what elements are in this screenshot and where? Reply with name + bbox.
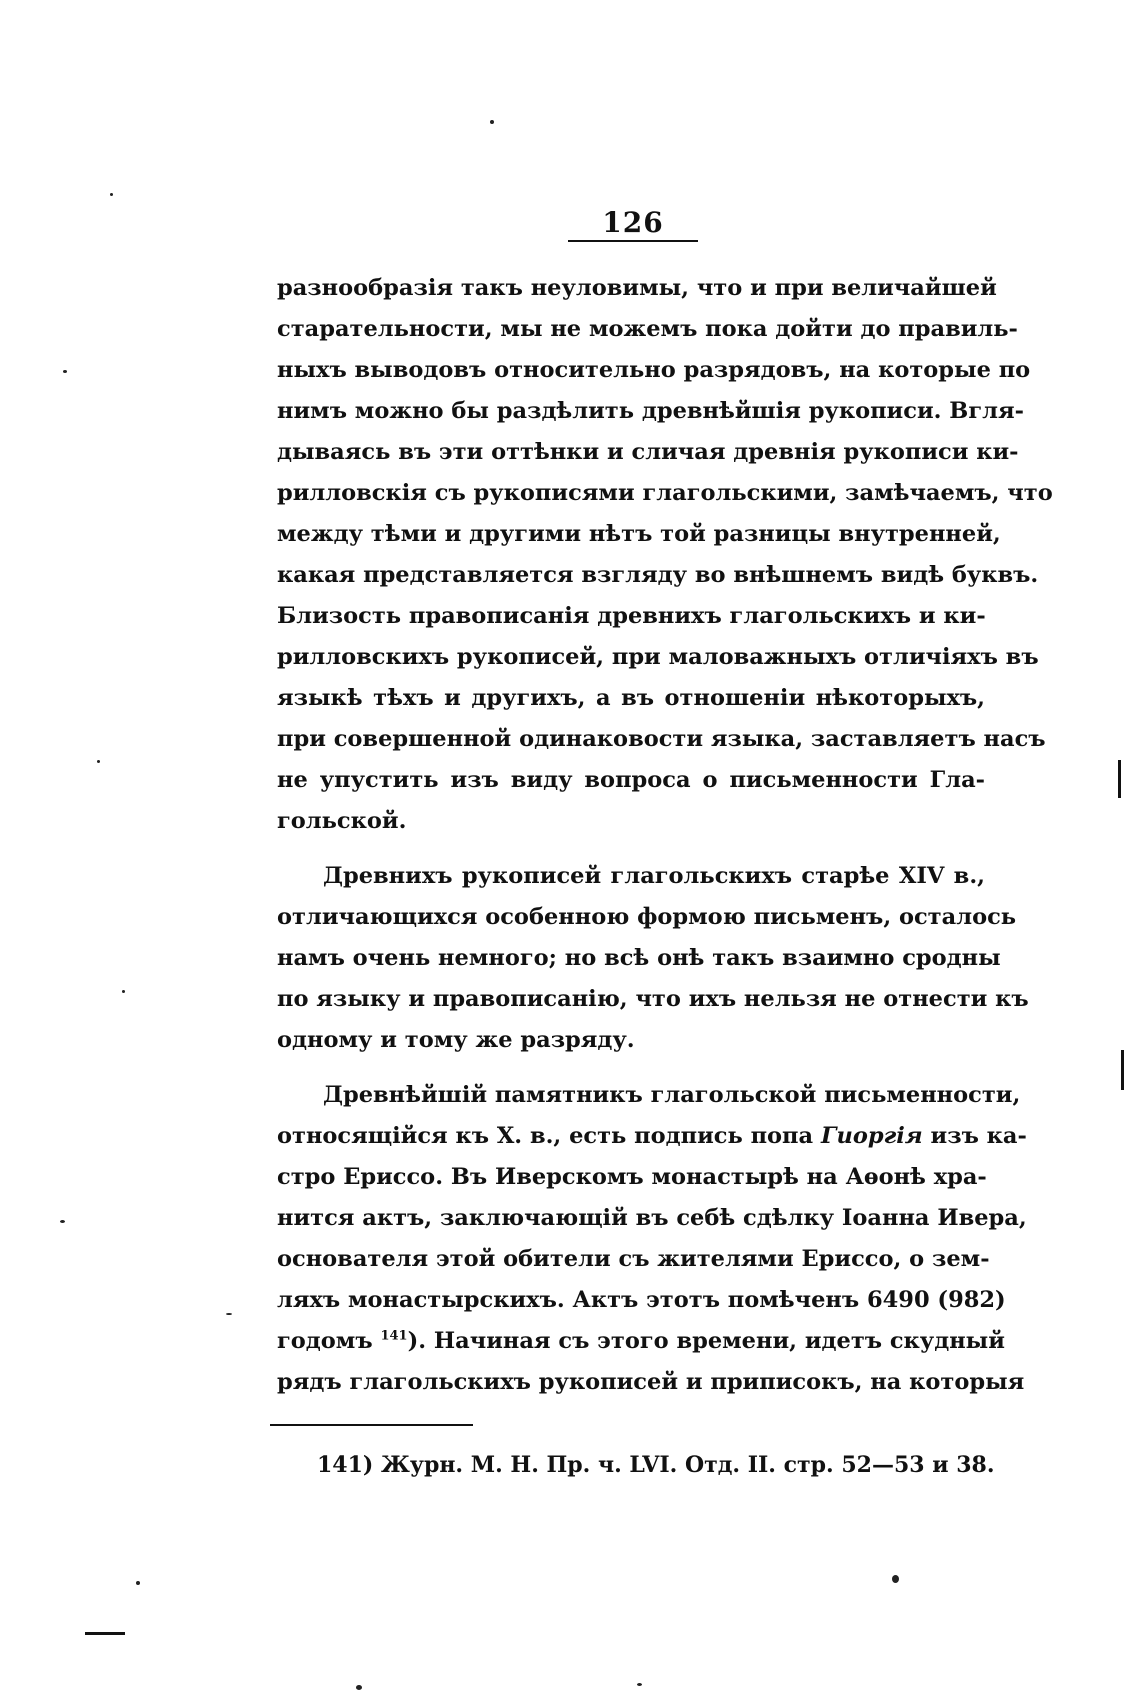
text-line: нимъ можно бы раздѣлить древнѣйшія рукописи. Вгля- [277, 398, 1024, 424]
scan-speck [892, 1575, 899, 1583]
scan-speck [356, 1685, 362, 1690]
text-line: рилловскія съ рукописями глагольскими, замѣчаемъ, что [277, 480, 1053, 506]
page-number-rule [568, 240, 698, 242]
paragraph-gap [277, 842, 985, 856]
text-line: Древнихъ рукописей глагольскихъ старѣе XIV в., [323, 863, 985, 889]
body-text [277, 268, 1053, 1403]
text-line: рядъ глагольскихъ рукописей и приписокъ, на которыя [277, 1369, 1025, 1395]
scan-edge-mark [1118, 760, 1121, 798]
scan-speck [122, 990, 125, 993]
paragraph-gap [277, 1061, 985, 1075]
scan-speck [63, 370, 67, 373]
scan-speck [136, 1581, 140, 1585]
page-number: 126 [602, 206, 664, 239]
footnote: 141) Журн. М. Н. Пр. ч. LVI. Отд. II. стр. 52—53 и 38. [317, 1452, 995, 1478]
text-line [277, 1116, 1027, 1157]
text-line: намъ очень немного; но всѣ онѣ такъ взаимно сродны [277, 945, 1001, 971]
text-segment: ). Начиная съ этого времени, идетъ скудный [407, 1328, 1005, 1354]
footnote-rule [270, 1424, 473, 1426]
text-line: основателя этой обители съ жителями Ериссо, о зем- [277, 1246, 990, 1272]
scan-speck [60, 1220, 65, 1223]
text-line: нится актъ, заключающій въ себѣ сдѣлку Іоанна Ивера, [277, 1205, 1027, 1231]
text-line: дываясь въ эти оттѣнки и сличая древнія рукописи ки- [277, 439, 1019, 465]
text-segment: изъ ка- [922, 1123, 1027, 1149]
text-line: между тѣми и другими нѣтъ той разницы внутренней, [277, 521, 1001, 547]
scan-speck [490, 120, 494, 124]
text-line [277, 1321, 1005, 1362]
scan-speck [110, 193, 113, 196]
text-line: по языку и правописанію, что ихъ нельзя не отнести къ [277, 986, 1029, 1012]
text-line: одному и тому же разряду. [277, 1027, 635, 1053]
text-line: ляхъ монастырскихъ. Актъ этотъ помѣченъ 6490 (982) [277, 1287, 1006, 1313]
text-line: отличающихся особенною формою письменъ, осталось [277, 904, 1017, 930]
text-line: стро Ериссо. Въ Иверскомъ монастырѣ на Аѳонѣ хра- [277, 1164, 987, 1190]
text-line: ныхъ выводовъ относительно разрядовъ, на которые по [277, 357, 1031, 383]
scan-speck [97, 760, 100, 763]
italic-name: Гиоргія [820, 1123, 923, 1149]
text-segment: годомъ [277, 1328, 381, 1354]
text-line: не упустить изъ виду вопроса о письменности Гла- [277, 767, 985, 793]
text-segment: относящійся къ X. в., есть подпись попа [277, 1123, 821, 1149]
text-line: Близость правописанія древнихъ глагольскихъ и ки- [277, 603, 986, 629]
scan-speck [226, 1313, 232, 1315]
text-line: Древнѣйшій памятникъ глагольской письменности, [323, 1082, 1021, 1108]
scan-edge-mark [1121, 1050, 1124, 1090]
text-line: рилловскихъ рукописей, при маловажныхъ отличіяхъ въ [277, 644, 1039, 670]
scan-speck [637, 1683, 642, 1686]
text-line: разнообразія такъ неуловимы, что и при величайшей [277, 275, 997, 301]
text-line: старательности, мы не можемъ пока дойти до правиль- [277, 316, 1018, 342]
footnote-reference: 141 [380, 1328, 408, 1344]
scan-edge-mark [85, 1632, 125, 1635]
text-line: какая представляется взгляду во внѣшнемъ видѣ буквъ. [277, 562, 1039, 588]
text-line: при совершенной одинаковости языка, заставляетъ насъ [277, 726, 1046, 752]
text-line: языкѣ тѣхъ и другихъ, а въ отношеніи нѣкоторыхъ, [277, 685, 985, 711]
text-line: гольской. [277, 808, 407, 834]
